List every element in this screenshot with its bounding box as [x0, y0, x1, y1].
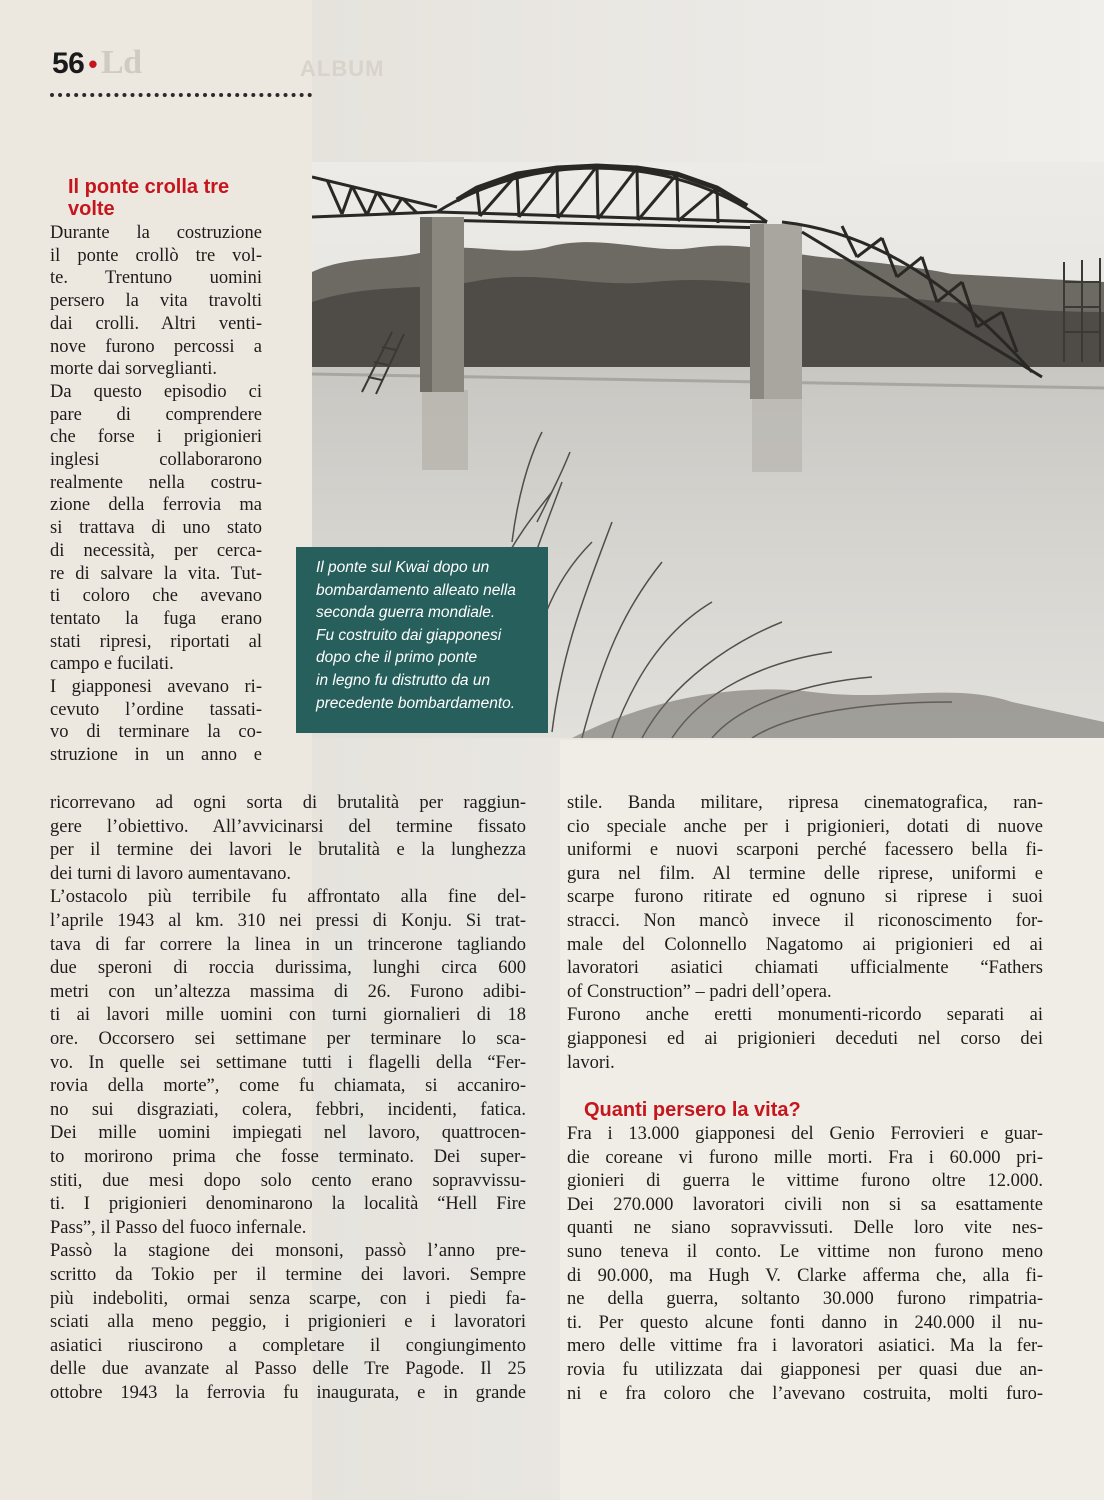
caption-line: dopo che il primo ponte — [316, 649, 478, 667]
text-line: re di salvare la vita. Tut- — [50, 563, 262, 584]
text-line: male del Colonnello Nagatomo ai prigionieri ed ai — [567, 934, 1043, 955]
text-line: morte dai sorveglianti. — [50, 359, 217, 380]
caption-line: bombardamento alleato nella — [316, 581, 516, 599]
text-line: I giapponesi avevano ri- — [50, 677, 262, 697]
caption-line: precedente bombardamento. — [316, 694, 516, 712]
caption-line: seconda guerra mondiale. — [316, 604, 496, 622]
text-line: rovia della morte”, come fu chiamata, si accaniro- — [50, 1076, 526, 1097]
text-line: ne della guerra, soltanto 30.000 furono rimpatria- — [567, 1289, 1043, 1310]
text-line: uniformi e nuovi scarponi perché facessero bella fi- — [567, 840, 1043, 861]
bullet-icon: • — [88, 49, 97, 79]
text-line: persero la vita travolti — [50, 291, 262, 312]
text-line: mero delle vittime fra i lavoratori asiatici. Ma la fer- — [567, 1336, 1043, 1357]
text-line: giapponesi ed ai prigionieri deceduti nel corso dei — [567, 1029, 1043, 1049]
text-line: gura nel film. Al termine delle riprese, uniformi e — [567, 863, 1043, 884]
dotted-rule — [50, 93, 312, 97]
text-line: lavoratori asiatici chiamati ufficialmente “Fathers — [567, 958, 1043, 979]
text-line: stati ripresi, riportati al — [50, 631, 262, 652]
text-line: gionieri di guerra le vittime furono oltre 12.000. — [567, 1171, 1043, 1192]
text-line: di necessità, per cerca- — [50, 540, 262, 561]
text-line: l’aprile 1943 al km. 310 nei pressi di Konju. Si trat- — [50, 911, 526, 931]
text-line: Durante la costruzione — [50, 223, 262, 243]
page-folio — [52, 44, 142, 82]
text-line: quanti ne siano sopravvissuti. Delle loro vite nes- — [567, 1218, 1043, 1239]
text-line: stile. Banda militare, ripresa cinematografica, ran- — [567, 793, 1043, 813]
caption-line: Il ponte sul Kwai dopo un — [316, 559, 490, 576]
text-line: di 90.000, ma Hugh V. Clarke afferma che, alla fi- — [567, 1265, 1043, 1286]
text-line: ricorrevano ad ogni sorta di brutalità per raggiun- — [50, 793, 526, 813]
text-line: die coreane vi furono mille morti. Fra i 60.000 pri- — [567, 1147, 1043, 1168]
text-line: tentato la fuga erano — [50, 608, 262, 629]
text-line: cio speciale anche per i prigionieri, dotati di nuove — [567, 816, 1043, 837]
text-line: ore. Occorsero sei settimane per terminare lo sca- — [50, 1029, 526, 1049]
text-line: zione della ferrovia ma — [50, 495, 262, 516]
text-line: vo. In quelle sei settimane tutti i flagelli della “Fer- — [50, 1052, 526, 1073]
text-line: Pass”, il Passo del fuoco infernale. — [50, 1217, 307, 1238]
page-number: 56 — [52, 47, 85, 80]
ghost-section-title: ALBUM — [300, 56, 385, 81]
heading-line: Il ponte crolla tre — [68, 176, 230, 198]
text-line: gere l’obiettivo. All’avvicinarsi del termine fissato — [50, 816, 526, 837]
text-line: cevuto l’ordine tassati- — [50, 699, 262, 720]
text-line: Passò la stagione dei monsoni, passò l’anno pre- — [50, 1241, 526, 1262]
text-line: che forse i prigionieri — [50, 427, 262, 448]
text-line: sciati alla meno peggio, i prigionieri e i lavoratori — [50, 1312, 526, 1333]
text-line: inglesi collaborarono — [50, 450, 262, 470]
text-line: Dei 270.000 lavoratori civili non si sa esattamente — [567, 1194, 1043, 1215]
text-line: rovia fu utilizzata dai giapponesi per quasi due an- — [567, 1360, 1043, 1380]
text-line: ottobre 1943 la ferrovia fu inaugurata, e in grande — [50, 1383, 526, 1403]
text-line: suno teneva il conto. Le vittime non furono meno — [567, 1242, 1043, 1262]
text-line: dai crolli. Altri venti- — [50, 313, 262, 334]
text-line: delle due avanzate al Passo delle Tre Pagode. Il 25 — [50, 1359, 526, 1380]
text-line: Dei mille uomini impiegati nel lavoro, quattrocen- — [50, 1123, 526, 1144]
text-line: scarpe furono ritirate ed ognuno si riprese i suoi — [567, 887, 1043, 908]
text-line: ni e fra coloro che l’avevano costruita, molti furo- — [567, 1383, 1043, 1404]
caption-line: Fu costruito dai giapponesi — [316, 626, 502, 644]
text-line: realmente nella costru- — [50, 472, 262, 493]
text-line: pare di comprendere — [50, 404, 262, 425]
text-line: stiti, due mesi dopo solo cento erano sopravvissu- — [50, 1170, 526, 1191]
text-line: no sui disgraziati, colera, febbri, incidenti, fatica. — [50, 1099, 526, 1120]
text-line: Fra i 13.000 giapponesi del Genio Ferrovieri e guar- — [567, 1124, 1043, 1144]
text-line: of Construction” – padri dell’opera. — [567, 981, 832, 1002]
heading-line: volte — [68, 198, 115, 220]
text-line: metri con un’altezza massima di 26. Furono adibi- — [50, 981, 526, 1002]
text-line: più indeboliti, ormai senza scarpe, con i piedi fa- — [50, 1288, 526, 1309]
text-line: il ponte crollò tre vol- — [50, 245, 262, 266]
text-line: per il termine dei lavori le brutalità e la lunghezza — [50, 840, 526, 861]
magazine-logo: Ld — [100, 44, 142, 81]
text-line: Da questo episodio ci — [50, 381, 262, 402]
text-line: dei turni di lavoro aumentavano. — [50, 863, 291, 884]
caption-line: in legno fu distrutto da un — [316, 671, 491, 689]
text-line: ti. I prigionieri denominarono la località “Hell Fire — [50, 1194, 526, 1215]
text-line: stracci. Non mancò invece il riconoscimento for- — [567, 911, 1043, 931]
text-line: ti. Per questo alcune fonti danno in 240.000 il nu- — [567, 1312, 1043, 1333]
text-line: Furono anche eretti monumenti-ricordo separati ai — [567, 1005, 1043, 1026]
text-line: asiatici riuscirono a completare il congiungimento — [50, 1335, 526, 1356]
text-line: si trattava di uno stato — [50, 518, 262, 539]
text-line: to morirono prima che fosse terminato. Dei super- — [50, 1147, 526, 1167]
section-heading-quanti: Quanti persero la vita? — [584, 1099, 801, 1121]
text-line: lavori. — [567, 1052, 615, 1073]
text-line: nove furono percossi a — [50, 336, 262, 357]
text-line: due speroni di roccia durissima, lunghi circa 600 — [50, 958, 526, 979]
text-line: te. Trentuno uomini — [50, 268, 262, 289]
text-line: struzione in un anno e — [50, 745, 262, 766]
text-line: ti ai lavori mille uomini con turni giornalieri di 18 — [50, 1005, 526, 1026]
text-line: campo e fucilati. — [50, 654, 174, 675]
section-heading-ponte — [68, 176, 229, 220]
text-line: tava di far correre la linea in un trincerone tagliando — [50, 934, 526, 955]
text-line: scritto da Tokio per il termine dei lavori. Sempre — [50, 1265, 526, 1285]
photo-caption — [296, 547, 548, 733]
text-line: vo di terminare la co- — [50, 722, 262, 743]
text-line: ti coloro che avevano — [50, 586, 262, 607]
text-line: L’ostacolo più terribile fu affrontato alla fine del- — [50, 887, 526, 908]
